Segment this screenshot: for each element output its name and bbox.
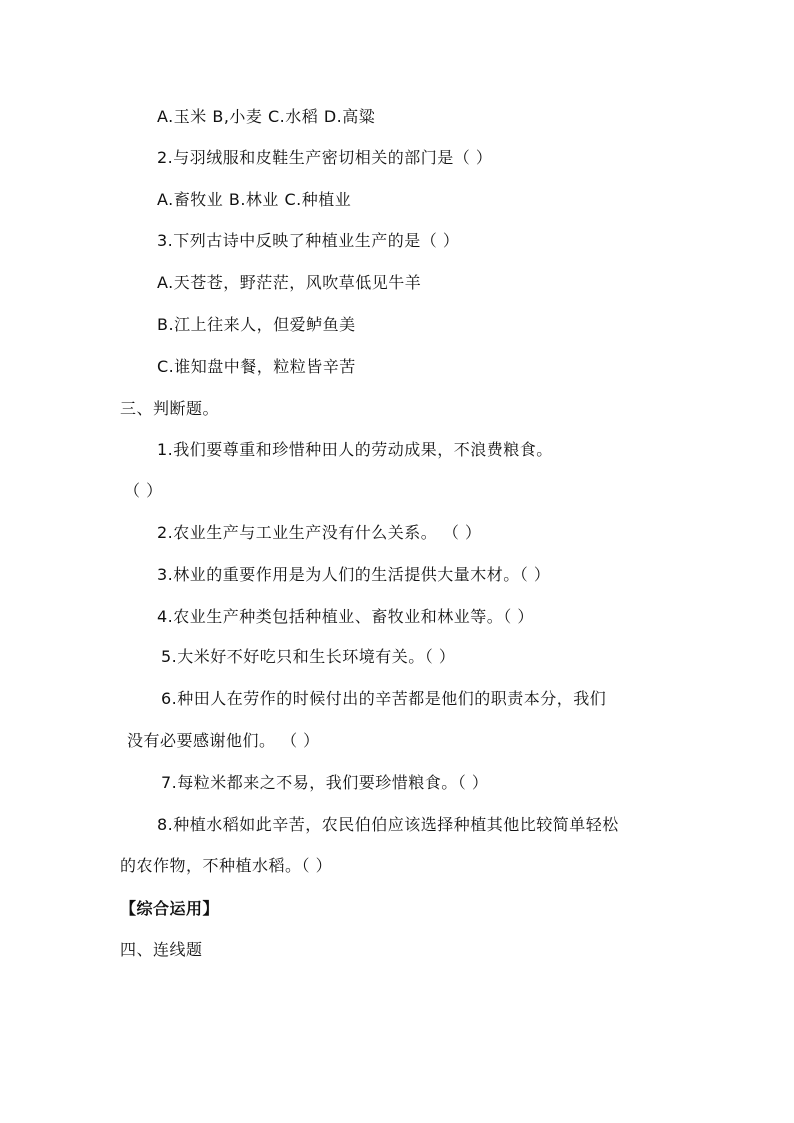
judge-1-line-2: （ ） <box>124 481 163 500</box>
judge-2: 2.农业生产与工业生产没有什么关系。 （ ） <box>157 523 482 542</box>
section-heading: 【综合运用】 <box>120 899 220 918</box>
judge-5: 5.大米好不好吃只和生长环境有关。（ ） <box>161 647 456 666</box>
judge-4: 4.农业生产种类包括种植业、畜牧业和林业等。（ ） <box>157 607 534 626</box>
judge-3: 3.林业的重要作用是为人们的生活提供大量木材。（ ） <box>157 565 551 584</box>
judge-8-line-2: 的农作物，不种植水稻。（ ） <box>120 856 333 875</box>
question-3-option-a: A.天苍苍，野茫茫，风吹草低见牛羊 <box>157 273 422 292</box>
question-3-option-b: B.江上往来人，但爱鲈鱼美 <box>157 315 356 334</box>
question-3: 3.下列古诗中反映了种植业生产的是（ ） <box>157 231 460 250</box>
judge-7: 7.每粒米都来之不易，我们要珍惜粮食。（ ） <box>161 773 489 792</box>
question-3-option-c: C.谁知盘中餐，粒粒皆辛苦 <box>157 357 356 376</box>
judge-1-line-1: 1.我们要尊重和珍惜种田人的劳动成果，不浪费粮食。 <box>157 440 553 459</box>
q1-options: A.玉米 B,小麦 C.水稻 D.高粱 <box>157 107 376 126</box>
judge-6-line-2: 没有必要感谢他们。 （ ） <box>127 731 320 750</box>
section-4-title: 四、连线题 <box>120 940 203 959</box>
question-2: 2.与羽绒服和皮鞋生产密切相关的部门是（ ） <box>157 148 493 167</box>
question-2-options: A.畜牧业 B.林业 C.种植业 <box>157 190 352 209</box>
judge-6-line-1: 6.种田人在劳作的时候付出的辛苦都是他们的职责本分，我们 <box>161 689 607 708</box>
judge-8-line-1: 8.种植水稻如此辛苦，农民伯伯应该选择种植其他比较简单轻松 <box>157 815 619 834</box>
section-3-title: 三、判断题。 <box>120 399 220 418</box>
